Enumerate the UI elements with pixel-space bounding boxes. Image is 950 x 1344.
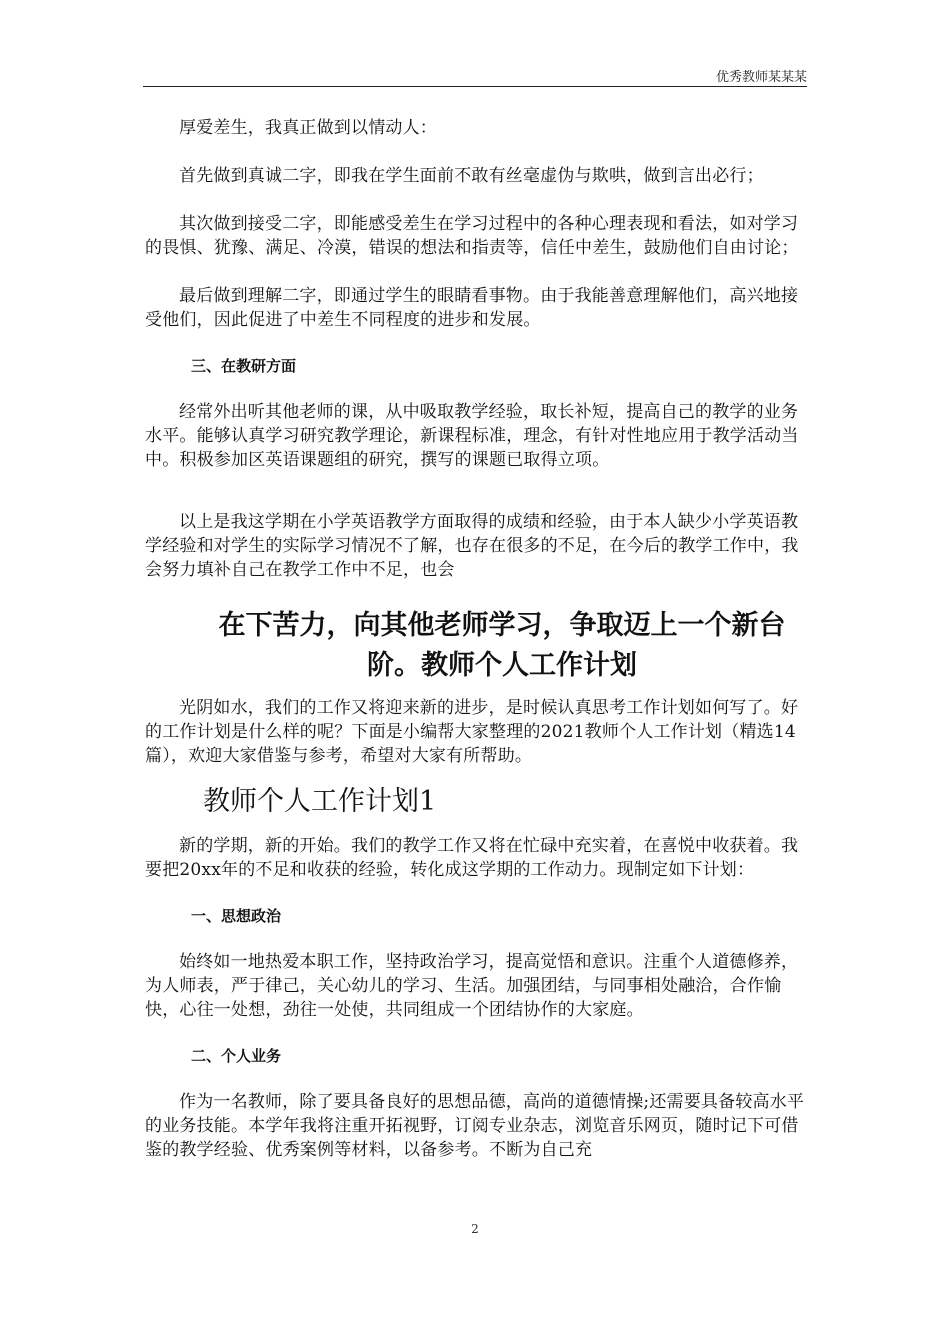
page-number: 2 [471, 1222, 479, 1236]
page-header-title: 优秀教师某某某 [715, 70, 807, 85]
section-heading-politics: 一、思想政治 [191, 907, 282, 925]
plan-heading: 教师个人工作计划1 [203, 786, 437, 817]
paragraph-acceptance: 其次做到接受二字，即能感受差生在学习过程中的各种心理表现和看法，如对学习的畏惧、犹豫、满足、冷漠，错误的想法和指责等，信任中差生，鼓励他们自由讨论； [145, 214, 799, 258]
main-heading: 在下苦力，向其他老师学习，争取迈上一个新台阶。教师个人工作计划 [218, 610, 786, 681]
section-heading-business: 二、个人业务 [191, 1047, 282, 1065]
paragraph-new-semester: 新的学期，新的开始。我们的教学工作又将在忙碌中充实着，在喜悦中收获着。我要把20xx年的不足和收获的经验，转化成这学期的工作动力。现制定如下计划： [145, 836, 799, 880]
paragraph-summary: 以上是我这学期在小学英语教学方面取得的成绩和经验，由于本人缺少小学英语教学经验和对学生的实际学习情况不了解，也存在很多的不足，在今后的教学工作中，我会努力填补自己在教学工作中不足，也会 [145, 512, 799, 580]
document-body [145, 116, 807, 1162]
header-divider [143, 86, 807, 87]
paragraph-sincerity: 首先做到真诚二字，即我在学生面前不敢有丝毫虚伪与欺哄，做到言出必行； [179, 166, 764, 186]
paragraph-understanding: 最后做到理解二字，即通过学生的眼睛看事物。由于我能善意理解他们，高兴地接受他们，因此促进了中差生不同程度的进步和发展。 [145, 286, 799, 330]
paragraph-intro: 光阴如水，我们的工作又将迎来新的进步，是时候认真思考工作计划如何写了。好的工作计划是什么样的呢？下面是小编帮大家整理的2021教师个人工作计划（精选14篇），欢迎大家借鉴与参考，希望对大家有所帮助。 [145, 698, 799, 766]
paragraph-politics: 始终如一地热爱本职工作，坚持政治学习，提高觉悟和意识。注重个人道德修养，为人师表，严于律己，关心幼儿的学习、生活。加强团结，与同事相处融洽，合作愉快，心往一处想，劲往一处使，共同组成一个团结协作的大家庭。 [145, 952, 799, 1020]
paragraph-business: 作为一名教师，除了要具备良好的思想品德，高尚的道德情操;还需要具备较高水平的业务技能。本学年我将注重开拓视野，订阅专业杂志，浏览音乐网页，随时记下可借鉴的教学经验、优秀案例等材料，以备参考。不断为自己充 [145, 1092, 805, 1160]
paragraph-love-students: 厚爱差生，我真正做到以情动人： [179, 118, 437, 138]
paragraph-research: 经常外出听其他老师的课，从中吸取教学经验，取长补短，提高自己的教学的业务水平。能够认真学习研究教学理论，新课程标准，理念，有针对性地应用于教学活动当中。积极参加区英语课题组的研究，撰写的课题已取得立项。 [145, 402, 799, 470]
section-heading-research: 三、在教研方面 [191, 357, 297, 375]
